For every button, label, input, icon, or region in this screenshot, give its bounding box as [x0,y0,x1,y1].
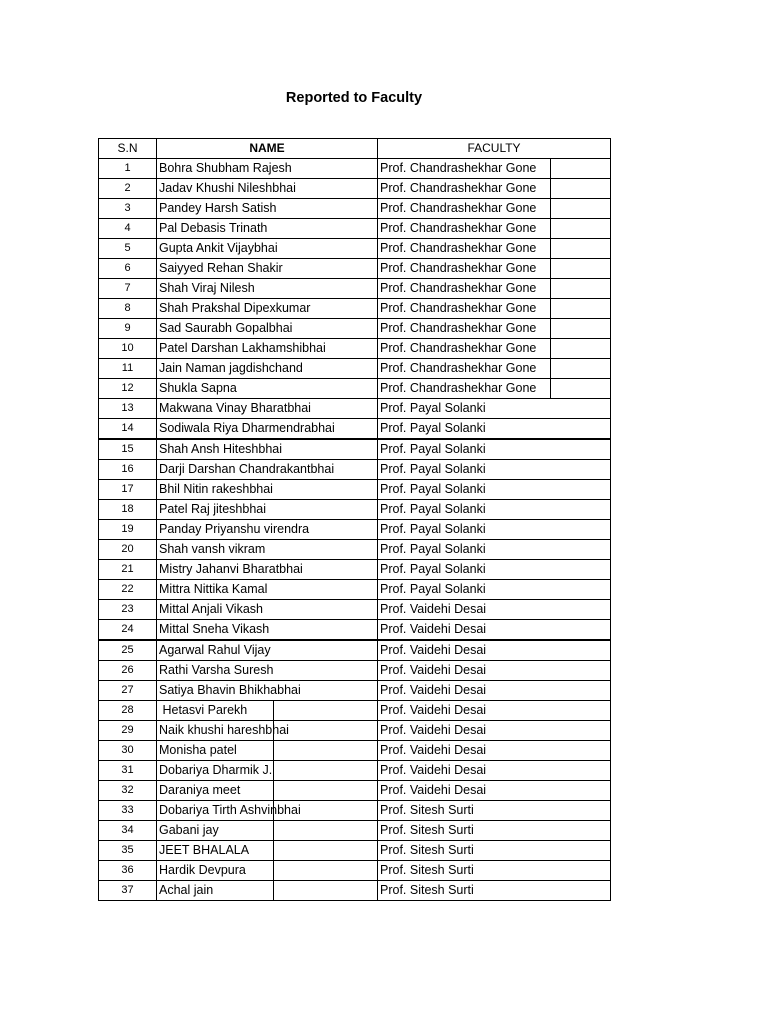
document-title: Reported to Faculty [285,90,423,106]
row-serial-number: 30 [99,741,157,761]
cell-divider [550,379,551,399]
table-row [99,480,611,500]
row-faculty-cell [378,219,611,239]
split-cell-wrapper [159,781,375,800]
split-cell-wrapper [159,841,375,860]
table-row [99,540,611,560]
row-faculty-cell [378,199,611,219]
row-faculty-name: Prof. Vaidehi Desai [378,640,611,661]
row-student-name: Hetasvi Parekh [159,703,248,717]
table-row [99,761,611,781]
row-name-cell [157,761,378,781]
row-name-cell [157,701,378,721]
row-serial-number: 12 [99,379,157,399]
row-serial-number: 2 [99,179,157,199]
row-serial-number: 26 [99,661,157,681]
row-student-name: Monisha patel [159,743,237,757]
row-serial-number: 34 [99,821,157,841]
split-cell-wrapper [380,319,608,338]
split-cell-wrapper [159,761,375,780]
row-serial-number: 10 [99,339,157,359]
cell-divider [550,339,551,359]
row-serial-number: 37 [99,881,157,901]
table-row [99,881,611,901]
table-body [99,159,611,901]
row-student-name: Hardik Devpura [159,863,246,877]
row-faculty-name: Prof. Vaidehi Desai [378,761,611,781]
row-serial-number: 32 [99,781,157,801]
row-student-name: Pandey Harsh Satish [157,199,378,219]
row-faculty-name: Prof. Vaidehi Desai [378,741,611,761]
cell-divider [273,841,274,861]
row-student-name: Mittal Anjali Vikash [157,600,378,620]
row-serial-number: 29 [99,721,157,741]
table-row [99,620,611,641]
row-faculty-name: Prof. Vaidehi Desai [378,681,611,701]
header-sn: S.N [99,139,157,159]
row-serial-number: 27 [99,681,157,701]
cell-divider [273,881,274,901]
row-student-name: Shah vansh vikram [157,540,378,560]
split-cell-wrapper [159,701,375,720]
row-student-name: Satiya Bhavin Bhikhabhai [157,681,378,701]
row-faculty-name: Prof. Chandrashekhar Gone [380,341,537,355]
table-row [99,439,611,460]
row-student-name: Makwana Vinay Bharatbhai [157,399,378,419]
row-student-name: Gabani jay [159,823,219,837]
row-faculty-name: Prof. Payal Solanki [378,560,611,580]
row-name-cell [157,741,378,761]
split-cell-wrapper [380,219,608,238]
row-student-name: Dobariya Dharmik J. [159,763,273,777]
row-name-cell [157,801,378,821]
split-cell-wrapper [380,299,608,318]
row-faculty-name: Prof. Payal Solanki [378,520,611,540]
table-row [99,299,611,319]
cell-divider [550,219,551,239]
cell-divider [273,741,274,761]
table-row [99,339,611,359]
table-row [99,681,611,701]
row-faculty-name: Prof. Chandrashekhar Gone [380,361,537,375]
row-student-name: Gupta Ankit Vijaybhai [157,239,378,259]
row-serial-number: 3 [99,199,157,219]
row-serial-number: 24 [99,620,157,641]
table-row [99,359,611,379]
table-row [99,239,611,259]
row-serial-number: 18 [99,500,157,520]
split-cell-wrapper [380,359,608,378]
row-faculty-name: Prof. Payal Solanki [378,439,611,460]
row-serial-number: 4 [99,219,157,239]
row-faculty-name: Prof. Payal Solanki [378,399,611,419]
row-serial-number: 21 [99,560,157,580]
row-serial-number: 35 [99,841,157,861]
row-faculty-name: Prof. Sitesh Surti [378,861,611,881]
row-serial-number: 7 [99,279,157,299]
table-row [99,701,611,721]
row-serial-number: 23 [99,600,157,620]
row-faculty-name: Prof. Vaidehi Desai [378,701,611,721]
row-student-name: Sodiwala Riya Dharmendrabhai [157,419,378,440]
row-faculty-cell [378,159,611,179]
row-faculty-name: Prof. Chandrashekhar Gone [380,381,537,395]
header-faculty: FACULTY [378,139,611,159]
row-faculty-cell [378,319,611,339]
row-student-name: Shukla Sapna [157,379,378,399]
row-faculty-cell [378,379,611,399]
row-faculty-name: Prof. Vaidehi Desai [378,781,611,801]
row-student-name: Sad Saurabh Gopalbhai [157,319,378,339]
table-row [99,399,611,419]
row-serial-number: 36 [99,861,157,881]
row-faculty-name: Prof. Sitesh Surti [378,801,611,821]
row-name-cell [157,881,378,901]
split-cell-wrapper [380,159,608,178]
row-serial-number: 5 [99,239,157,259]
row-faculty-cell [378,259,611,279]
row-serial-number: 16 [99,460,157,480]
row-faculty-name: Prof. Sitesh Surti [378,821,611,841]
row-student-name: Saiyyed Rehan Shakir [157,259,378,279]
row-faculty-name: Prof. Payal Solanki [378,580,611,600]
table-row [99,721,611,741]
row-student-name: Mittra Nittika Kamal [157,580,378,600]
cell-divider [550,199,551,219]
row-student-name: Patel Raj jiteshbhai [157,500,378,520]
table-row [99,861,611,881]
cell-divider [550,359,551,379]
row-student-name: Achal jain [159,883,214,897]
row-faculty-name: Prof. Payal Solanki [378,480,611,500]
row-faculty-name: Prof. Vaidehi Desai [378,600,611,620]
row-student-name: Daraniya meet [159,783,241,797]
cell-divider [273,701,274,721]
row-faculty-name: Prof. Chandrashekhar Gone [380,321,537,335]
row-serial-number: 20 [99,540,157,560]
split-cell-wrapper [380,259,608,278]
table-row [99,640,611,661]
cell-divider [273,801,274,821]
table-row [99,781,611,801]
table-row [99,279,611,299]
row-faculty-name: Prof. Vaidehi Desai [378,661,611,681]
row-name-cell [157,721,378,741]
row-faculty-name: Prof. Vaidehi Desai [378,721,611,741]
row-name-cell [157,861,378,881]
split-cell-wrapper [380,239,608,258]
table-row [99,560,611,580]
table-row [99,219,611,239]
cell-divider [550,239,551,259]
table-row [99,580,611,600]
table-row [99,419,611,440]
row-student-name: Shah Prakshal Dipexkumar [157,299,378,319]
row-student-name: Pal Debasis Trinath [157,219,378,239]
row-faculty-cell [378,359,611,379]
cell-divider [550,179,551,199]
row-serial-number: 31 [99,761,157,781]
split-cell-wrapper [159,741,375,760]
row-serial-number: 14 [99,419,157,440]
row-serial-number: 15 [99,439,157,460]
table-row [99,821,611,841]
split-cell-wrapper [380,379,608,398]
table-row [99,460,611,480]
cell-divider [550,299,551,319]
table-row [99,600,611,620]
split-cell-wrapper [380,339,608,358]
row-serial-number: 13 [99,399,157,419]
row-faculty-name: Prof. Chandrashekhar Gone [380,221,537,235]
row-name-cell [157,821,378,841]
row-student-name: Rathi Varsha Suresh [157,661,378,681]
row-serial-number: 6 [99,259,157,279]
split-cell-wrapper [159,801,375,820]
row-student-name: Dobariya Tirth Ashvinbhai [159,803,301,817]
row-student-name: Bhil Nitin rakeshbhai [157,480,378,500]
cell-divider [273,861,274,881]
faculty-report-table [98,138,611,901]
row-student-name: Jain Naman jagdishchand [157,359,378,379]
row-faculty-cell [378,299,611,319]
row-faculty-cell [378,179,611,199]
row-faculty-name: Prof. Chandrashekhar Gone [380,201,537,215]
row-faculty-name: Prof. Chandrashekhar Gone [380,161,537,175]
row-faculty-name: Prof. Vaidehi Desai [378,620,611,641]
row-faculty-name: Prof. Payal Solanki [378,500,611,520]
split-cell-wrapper [380,179,608,198]
row-faculty-cell [378,339,611,359]
row-faculty-name: Prof. Payal Solanki [378,540,611,560]
table-row [99,319,611,339]
row-faculty-cell [378,239,611,259]
row-name-cell [157,781,378,801]
row-student-name: Panday Priyanshu virendra [157,520,378,540]
row-student-name: Darji Darshan Chandrakantbhai [157,460,378,480]
table-row [99,259,611,279]
row-faculty-name: Prof. Chandrashekhar Gone [380,301,537,315]
table-row [99,841,611,861]
row-student-name: Bohra Shubham Rajesh [157,159,378,179]
cell-divider [550,279,551,299]
row-serial-number: 17 [99,480,157,500]
table-row [99,741,611,761]
table-row [99,159,611,179]
cell-divider [273,781,274,801]
cell-divider [550,159,551,179]
row-serial-number: 22 [99,580,157,600]
split-cell-wrapper [159,821,375,840]
cell-divider [273,721,274,741]
row-faculty-name: Prof. Sitesh Surti [378,881,611,901]
table-row [99,520,611,540]
row-serial-number: 11 [99,359,157,379]
split-cell-wrapper [380,279,608,298]
row-serial-number: 1 [99,159,157,179]
row-faculty-name: Prof. Chandrashekhar Gone [380,281,537,295]
cell-divider [550,319,551,339]
row-serial-number: 33 [99,801,157,821]
row-student-name: Agarwal Rahul Vijay [157,640,378,661]
row-serial-number: 19 [99,520,157,540]
split-cell-wrapper [159,881,375,900]
row-serial-number: 28 [99,701,157,721]
row-faculty-name: Prof. Chandrashekhar Gone [380,181,537,195]
row-student-name: Naik khushi hareshbhai [159,723,289,737]
row-faculty-name: Prof. Chandrashekhar Gone [380,241,537,255]
split-cell-wrapper [159,721,375,740]
table-row [99,500,611,520]
row-student-name: Mittal Sneha Vikash [157,620,378,641]
row-student-name: Shah Ansh Hiteshbhai [157,439,378,460]
row-serial-number: 9 [99,319,157,339]
table-row [99,661,611,681]
table-header-row [99,139,611,159]
row-serial-number: 25 [99,640,157,661]
row-student-name: Patel Darshan Lakhamshibhai [157,339,378,359]
cell-divider [273,821,274,841]
cell-divider [273,761,274,781]
header-name: NAME [157,139,378,159]
row-faculty-name: Prof. Sitesh Surti [378,841,611,861]
row-student-name: Shah Viraj Nilesh [157,279,378,299]
table-row [99,801,611,821]
row-student-name: Jadav Khushi Nileshbhai [157,179,378,199]
row-student-name: Mistry Jahanvi Bharatbhai [157,560,378,580]
split-cell-wrapper [380,199,608,218]
row-name-cell [157,841,378,861]
table-row [99,179,611,199]
split-cell-wrapper [159,861,375,880]
row-faculty-name: Prof. Payal Solanki [378,460,611,480]
table-row [99,199,611,219]
table-row [99,379,611,399]
row-serial-number: 8 [99,299,157,319]
row-faculty-cell [378,279,611,299]
cell-divider [550,259,551,279]
row-faculty-name: Prof. Chandrashekhar Gone [380,261,537,275]
row-student-name: JEET BHALALA [159,843,250,857]
row-faculty-name: Prof. Payal Solanki [378,419,611,440]
